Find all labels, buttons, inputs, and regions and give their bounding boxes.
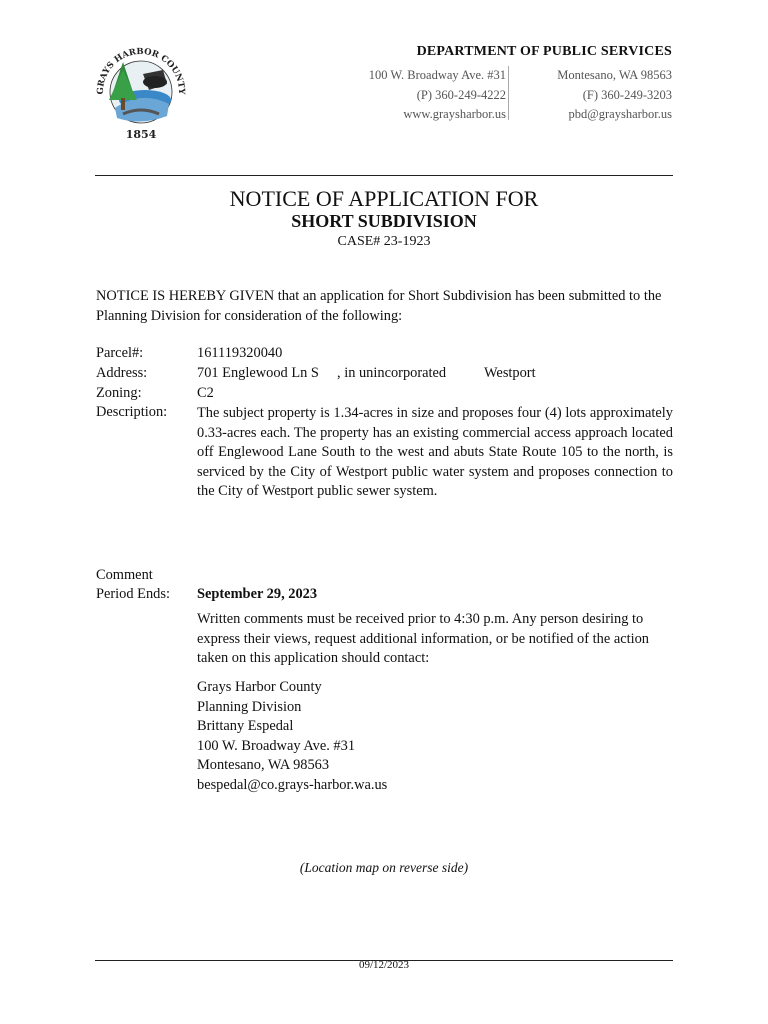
email-link[interactable]: pbd@graysharbor.us: [568, 107, 672, 121]
contact-org: Grays Harbor County: [197, 679, 322, 695]
comment-instructions: Written comments must be received prior to 4:30 p.m. Any person desiring to express their views, request additional information, or be notified of the action taken on this application should contact:: [197, 611, 649, 667]
intro-paragraph: NOTICE IS HEREBY GIVEN that an application for Short Subdivision has been submitted to the Planning Division for consideration of the following:: [96, 288, 662, 324]
description-text: The subject property is 1.34-acres in size and proposes four (4) lots approximately 0.33-acres each. The property has an existing commercial access approach located off Englewood Lane South to the west and abuts State Route 105 to the north, is serviced by the City of Westport public water system and proposes connection to the City of Westport public sewer system.: [197, 405, 673, 500]
comment-label-line1: Comment: [96, 567, 153, 583]
address-city: Westport: [484, 365, 536, 381]
street-address: 100 W. Broadway Ave. #31: [368, 68, 506, 82]
comment-period-date: September 29, 2023: [197, 586, 318, 602]
zoning-value: C2: [197, 385, 214, 401]
comment-label-line2: Period Ends:: [96, 586, 170, 602]
notice-title: NOTICE OF APPLICATION FOR: [229, 186, 539, 211]
department-name: DEPARTMENT OF PUBLIC SERVICES: [416, 44, 672, 59]
seal-text: GRAYS HARBOR COUNTY: [95, 46, 187, 95]
contact-email[interactable]: bespedal@co.grays-harbor.wa.us: [197, 776, 388, 793]
address-right-block: [512, 66, 672, 125]
map-note: (Location map on reverse side): [299, 860, 469, 875]
phone-number: (P) 360-249-4222: [416, 87, 506, 102]
footer-date: 09/12/2023: [358, 959, 410, 971]
description-label: Description:: [96, 404, 168, 420]
address-mid: , in unincorporated: [337, 365, 447, 381]
seal-year: 1854: [125, 128, 157, 141]
fax-number: (F) 360-249-3203: [582, 87, 672, 102]
address-left-block: [300, 66, 509, 120]
case-number: CASE# 23-1923: [337, 234, 431, 249]
address-label: Address:: [96, 365, 148, 381]
parcel-value: 161119320040: [197, 345, 283, 361]
zoning-label: Zoning:: [96, 385, 142, 401]
contact-city: Montesano, WA 98563: [197, 757, 330, 774]
contact-division: Planning Division: [197, 698, 302, 715]
website-link[interactable]: www.graysharbor.us: [403, 107, 506, 121]
header-divider: [95, 175, 673, 176]
county-seal-logo: [93, 40, 189, 142]
contact-person: Brittany Espedal: [197, 718, 294, 735]
parcel-label: Parcel#:: [96, 345, 144, 361]
contact-block: [197, 678, 673, 796]
contact-street: 100 W. Broadway Ave. #31: [197, 737, 356, 754]
address-street: 701 Englewood Ln S: [197, 365, 319, 381]
city-state-zip: Montesano, WA 98563: [557, 68, 672, 82]
notice-subtitle: SHORT SUBDIVISION: [291, 211, 477, 231]
